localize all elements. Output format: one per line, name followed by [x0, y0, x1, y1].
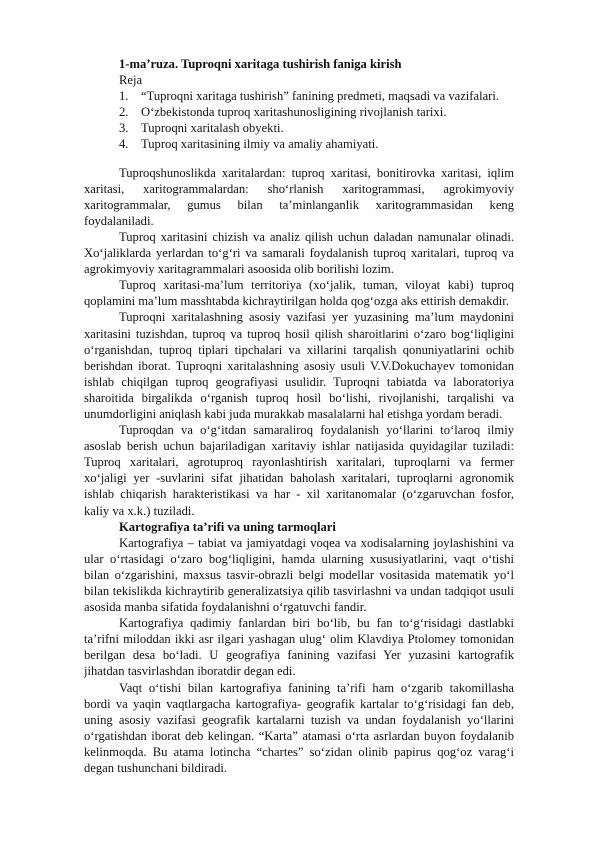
document-page — [84, 56, 514, 776]
spacer — [84, 153, 514, 165]
plan-item-number: 4. — [119, 137, 129, 152]
paragraph: Kartografiya qadimiy fanlardan biri bo‘lib, bu fan to‘g‘risidagi dastlabki ta’rifni miloddan ikki asr ilgari yashagan ulug‘ olim Klavdiya Ptolomey tomonidan berilgan desa bo‘ladi. U geografiya fanining vazifasi Yer yuzasini kartografik jihatdan tasvirlashdan iboratdir degan edi. — [84, 616, 514, 679]
paragraph: Tuproqshunoslikda xaritalardan: tuproq xaritasi, bonitirovka xaritasi, iqlim xaritasi, xaritogrammalardan: sho‘rlanish xaritogrammasi, agrokimyoviy xaritogrammalar, gumus bilan ta’minlanganlik xaritogrammasidan keng foydalaniladi. — [84, 165, 514, 228]
plan-label: Reja — [119, 73, 143, 88]
plan-item-text: O‘zbekistonda tuproq xaritashunosligining rivojlanish tarixi. — [141, 105, 447, 120]
plan-item — [84, 120, 514, 136]
paragraph: Tuproqni xaritalashning asosiy vazifasi yer yuzasining ma’lum maydonini xaritasini tuzishdan, tuproq va tuproq hosil qilish sharoitlarini o‘zaro bog‘liqligini o‘rganishdan, tuproq tiplari tipchalari va xillarini tarqalish qonuniyatlarini ochib berishdan iborat. Tuproqni xaritalashning asosiy usuli V.V.Dokuchayev tomonidan ishlab chiqilgan tuproq geografiyasi usulidir. Tuproqni tabiatda va laboratoriya sharoitida birgalikda o‘rganish tuproq hosil bo‘lishi, rivojlanishi, tarqalishi va unumdorligini aniqlash kabi juda murakkab masalalarni hal etishga yordam beradi. — [84, 310, 514, 421]
plan-item-text: “Tuproqni xaritaga tushirish” fanining predmeti, maqsadi va vazifalari. — [141, 89, 500, 104]
plan-list — [84, 88, 514, 152]
plan-item-number: 2. — [119, 105, 129, 120]
plan-item-text: Tuproq xaritasining ilmiy va amaliy ahamiyati. — [141, 137, 379, 152]
plan-item-number: 3. — [119, 121, 129, 136]
lecture-title: 1-ma’ruza. Tuproqni xaritaga tushirish faniga kirish — [119, 57, 402, 71]
paragraph: Kartografiya – tabiat va jamiyatdagi voqea va xodisalarning joylashishini va ular o‘rtasidagi o‘zaro bog‘liqligini, hamda ularning xususiyatlarini, vaqt o‘tishi bilan o‘zgarishini, maxsus tasvir-obrazli belgi modellar vositasida matematik yo‘l bilan tekislikda kichraytirib generalizatsiya qilib tasvirlashni va undan tadqiqot usuli asosida manba sifatida foydalanishni o‘rgatuvchi fandir. — [84, 535, 514, 615]
paragraph: Tuproq xaritasi-ma’lum territoriya (xo‘jalik, tuman, viloyat kabi) tuproq qoplamini ma’lum masshtabda kichraytirilgan holda qog‘ozga aks ettirish demakdir. — [84, 278, 514, 309]
plan-item — [84, 104, 514, 120]
paragraph: Tuproqdan va o‘g‘itdan samaraliroq foydalanish yo‘llarini to‘laroq ilmiy asoslab berish uchun bajariladigan xaritaviy ishlar natijasida quyidagilar tuziladi: Tuproq xaritalari, agrotuproq rayonlashtirish xaritalari, tuproqlarni va fermer xo‘jaligi yer -suvlarini sifat jihatidan baholash xaritalari, tuproqlarni agronomik ishlab chiqarish harakteristikasi va har - xil xaritanomalar (o‘zgaruvchan fosfor, kaliy va x.k.) tuziladi. — [84, 423, 514, 518]
plan-item-text: Tuproqni xaritalash obyekti. — [141, 121, 284, 136]
plan-item-number: 1. — [119, 89, 129, 104]
section-subheading: Kartografiya ta’rifi va uning tarmoqlari — [119, 519, 336, 534]
plan-item — [84, 88, 514, 104]
paragraph: Tuproq xaritasini chizish va analiz qilish uchun daladan namunalar olinadi. Xo‘jaliklarda yerlardan to‘g‘ri va samarali foydalanish tuproq xaritalari, tuproq va agrokimyoviy xaritagrammalari asoosida olib borilishi lozim. — [84, 229, 514, 277]
plan-item — [84, 136, 514, 152]
paragraph: Vaqt o‘tishi bilan kartografiya fanining ta’rifi ham o‘zgarib takomillasha bordi va yaqin vaqtlargacha kartografiya- geografik kartalar to‘g‘risidagi fan deb, uning asosiy vazifasi geografik kartalarni tuzish va undan foydalanish yo‘llarini o‘rgatishdan iborat deb kelingan. “Karta” atamasi o‘rta asrlardan buyon foydalanib kelinmoqda. Bu atama lotincha “chartes” so‘zidan olinib papirus qog‘oz varag‘i degan tushunchani bildiradi. — [84, 680, 514, 776]
